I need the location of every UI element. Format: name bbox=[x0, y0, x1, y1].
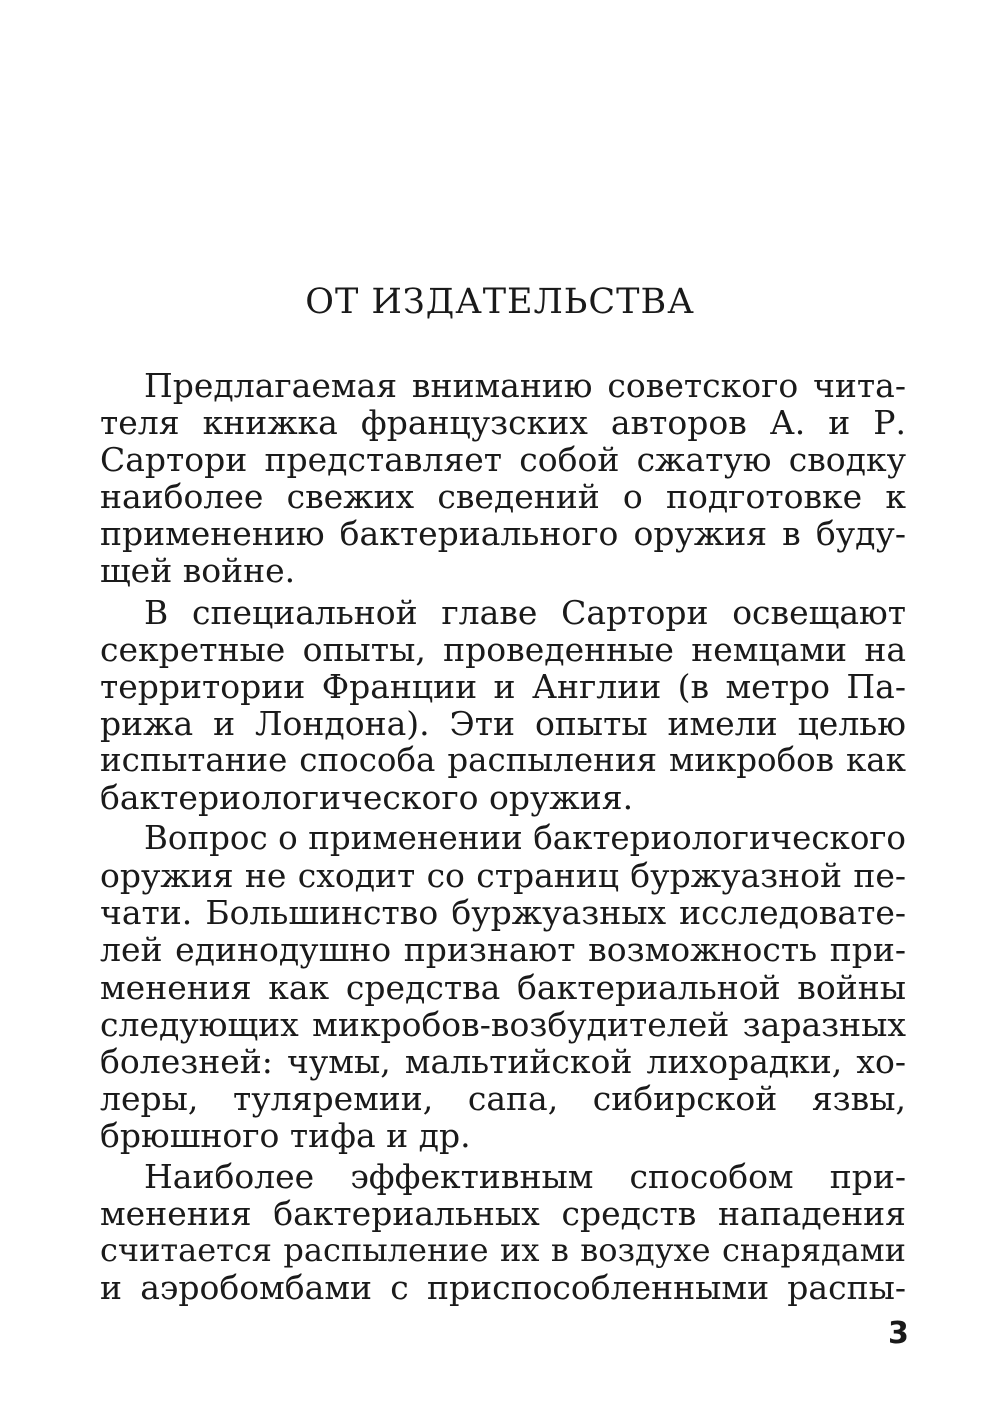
text-line: Сартори представляет собой сжатую сводку bbox=[100, 440, 906, 480]
paragraph bbox=[100, 594, 906, 817]
text-line: применению бактериального оружия в буду- bbox=[100, 514, 906, 554]
text-line: брюшного тифа и др. bbox=[100, 1115, 471, 1155]
text-line: территории Франции и Англии (в метро Па- bbox=[100, 666, 906, 706]
page-number: 3 bbox=[888, 1316, 909, 1351]
text-line: менения как средства бактериальной войны bbox=[100, 967, 906, 1007]
text-line: рижа и Лондона). Эти опыты имели целью bbox=[100, 703, 906, 743]
text-line: секретные опыты, проведенные немцами на bbox=[100, 629, 906, 669]
text-line: Вопрос о применении бактериологического bbox=[144, 819, 906, 858]
text-line: наиболее свежих сведений о подготовке к bbox=[100, 477, 906, 517]
text-line: болезней: чумы, мальтийской лихорадки, хо- bbox=[100, 1041, 906, 1081]
text-line: щей войне. bbox=[100, 551, 296, 591]
text-line: Предлагаемая вниманию советского чита- bbox=[144, 366, 906, 405]
text-line: Наиболее эффективным способом при- bbox=[144, 1156, 906, 1196]
body-text bbox=[100, 367, 906, 1306]
text-line: В специальной главе Сартори освещают bbox=[144, 592, 906, 632]
text-line: считается распыление их в воздухе снарядами bbox=[100, 1231, 906, 1270]
text-line: бактериологического оружия. bbox=[100, 778, 634, 818]
page-heading: ОТ ИЗДАТЕЛЬСТВА bbox=[305, 282, 695, 322]
paragraph bbox=[100, 1158, 906, 1306]
text-line: теля книжка французских авторов А. и Р. bbox=[100, 403, 906, 443]
text-line: и аэробомбами с приспособленными распы- bbox=[100, 1268, 906, 1308]
text-line: следующих микробов-возбудителей заразных bbox=[100, 1004, 906, 1044]
text-line: менения бактериальных средств нападения bbox=[100, 1194, 906, 1234]
text-line: лей единодушно признают возможность при- bbox=[100, 930, 906, 970]
paragraph bbox=[100, 820, 906, 1154]
paragraph bbox=[100, 367, 906, 590]
text-line: испытание способа распыления микробов как bbox=[100, 740, 906, 779]
text-line: леры, туляремии, сапа, сибирской язвы, bbox=[100, 1078, 906, 1118]
text-line: чати. Большинство буржуазных исследовате- bbox=[100, 893, 906, 933]
text-line: оружия не сходит со страниц буржуазной пе- bbox=[100, 856, 906, 896]
